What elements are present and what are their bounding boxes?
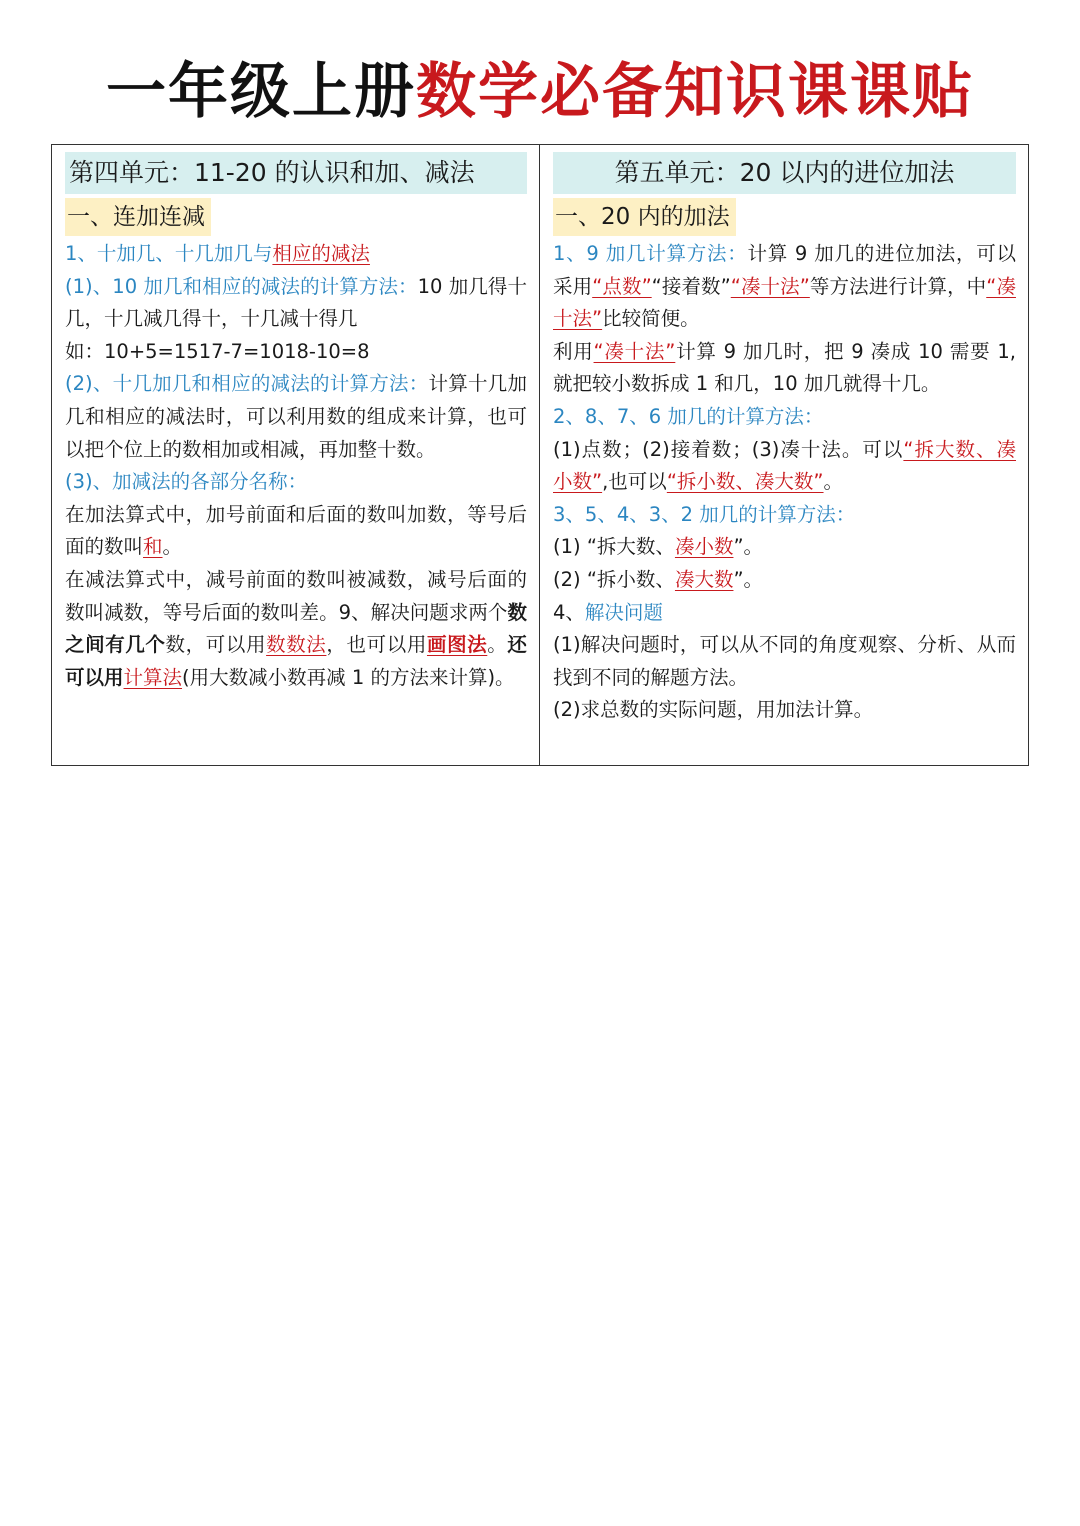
right-line-6: (1) “拆大数、凑小数”。: [553, 535, 764, 559]
right-line-10: (2)求总数的实际问题，用加法计算。: [553, 698, 874, 722]
unit-four-header: 第四单元：11-20 的认识和加、减法: [65, 152, 527, 194]
title-red-part: 数学必备知识课课贴: [416, 57, 974, 127]
right-line-4: (1)点数；(2)接着数；(3)凑十法。可以“拆大数、凑小数”,也可以“拆小数、凑大数”。: [553, 437, 1016, 494]
right-line-5: 3、5、4、3、2 加几的计算方法：: [553, 502, 856, 526]
left-section-heading: 一、连加连减: [65, 198, 211, 236]
right-line-9: (1)解决问题时，可以从不同的角度观察、分析、从而找到不同的解题方法。: [553, 633, 1016, 689]
left-line-5: (3)、加减法的各部分名称：: [65, 470, 308, 494]
title-black-part: 一年级上册: [106, 57, 416, 127]
left-body: [65, 238, 527, 694]
left-column: [52, 145, 540, 765]
right-line-7: (2) “拆小数、凑大数”。: [553, 567, 764, 591]
right-line-8: 4、解决问题: [553, 600, 663, 624]
unit-five-header: 第五单元：20 以内的进位加法: [553, 152, 1016, 194]
left-line-4: (2)、十几加几和相应的减法的计算方法：计算十几加几和相应的减法时，可以利用数的组成来计算，也可以把个位上的数相加或相减，再加整十数。: [65, 372, 527, 461]
right-body: [553, 238, 1016, 727]
left-line-1: 1、十加几、十几加几与相应的减法: [65, 242, 370, 265]
right-column: [540, 145, 1028, 765]
right-line-1: 1、9 加几计算方法：计算 9 加几的进位加法，可以采用“点数”“接着数”“凑十法”等方法进行计算，中“凑十法”比较简便。: [553, 242, 1016, 331]
right-line-3: 2、8、7、6 加几的计算方法：: [553, 404, 824, 428]
left-line-2: (1)、10 加几和相应的减法的计算方法：10 加几得十几，十几减几得十，十几减十得几: [65, 274, 528, 331]
left-line-3: 如：10+5=1517-7=1018-10=8: [65, 339, 370, 363]
left-line-6: 在加法算式中，加号前面和后面的数叫加数，等号后面的数叫和。: [65, 502, 527, 559]
left-line-7: 在减法算式中，减号前面的数叫被减数，减号后面的数叫减数，等号后面的数叫差。9、解决问题求两个数之间有几个数，可以用数数法，也可以用画图法。还可以用计算法(用大数减小数再减 1 的方法来计算)。: [65, 567, 527, 689]
right-section-heading: 一、20 内的加法: [553, 198, 736, 236]
page-title: [0, 52, 1080, 132]
right-line-2: 利用“凑十法”计算 9 加几时，把 9 凑成 10 需要 1,就把较小数拆成 1 和几，10 加几就得十几。: [553, 339, 1016, 396]
knowledge-table: [51, 144, 1029, 766]
